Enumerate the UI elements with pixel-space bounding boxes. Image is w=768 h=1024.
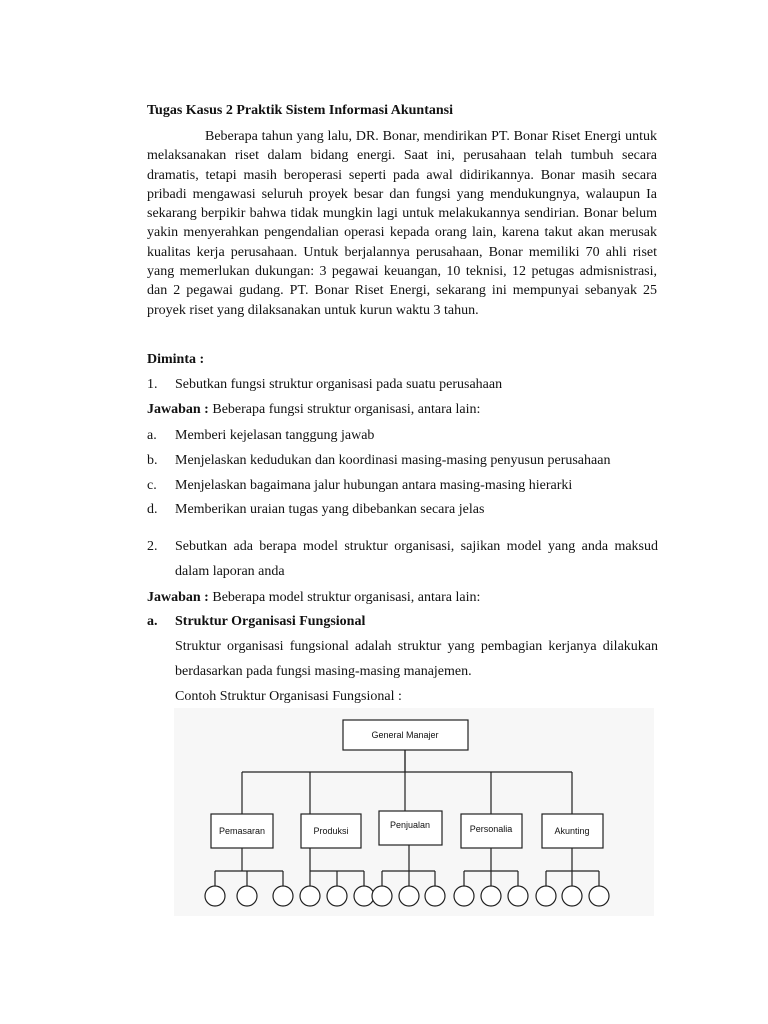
question-1-text: Sebutkan fungsi struktur organisasi pada suatu perusahaan — [175, 377, 503, 392]
org-dept-label-produksi: Produksi — [313, 826, 349, 836]
question-1-number: 1. — [147, 377, 158, 392]
org-subunit-circle — [508, 886, 528, 906]
section-a-title: Struktur Organisasi Fungsional — [175, 614, 366, 629]
org-subunit-circle — [273, 886, 293, 906]
org-chart-figure — [174, 708, 654, 916]
example-label: Contoh Struktur Organisasi Fungsional : — [175, 689, 402, 704]
answer-1-item-d-marker: d. — [147, 502, 158, 517]
org-subunit-circle — [589, 886, 609, 906]
org-dept-label-personalia: Personalia — [469, 824, 513, 834]
section-a-marker: a. — [147, 614, 158, 629]
answer-1-item-a: Memberi kejelasan tanggung jawab — [175, 428, 375, 443]
answer-1-item-b: Menjelaskan kedudukan dan koordinasi masing-masing penyusun perusahaan — [175, 453, 611, 468]
answer-1-item-c: Menjelaskan bagaimana jalur hubungan antara masing-masing hierarki — [175, 478, 573, 493]
answer-2-line — [147, 590, 480, 606]
answer-1-text: Beberapa fungsi struktur organisasi, antara lain: — [208, 402, 481, 417]
org-root-label: General Manajer — [371, 730, 439, 740]
org-subunit-circle — [536, 886, 556, 906]
answer-2-label: Jawaban : — [147, 590, 209, 605]
org-subunit-circle — [562, 886, 582, 906]
intro-paragraph: Beberapa tahun yang lalu, DR. Bonar, mendirikan PT. Bonar Riset Energi untuk melaksanakan riset dalam bidang energi. Saat ini, perusahaan telah tumbuh secara dramatis, tetapi masih beroperasi seperti pada awal didirikannya. Bonar masih secara pribadi mengawasi seluruh proyek besar dan fungsi yang mendukungnya, walaupun Ia sekarang berpikir bahwa tidak mungkin lagi untuk melakukannya sendirian. Bonar belum yakin menyerahkan pengendalian operasi kepada orang lain, karena takut akan merusak kualitas kerja perusahaan. Untuk berjalannya perusahaan, Bonar memiliki 70 ahli riset yang memerlukan dukungan: 3 pegawai keuangan, 10 teknisi, 12 petugas admisnistrasi, dan 2 pegawai gudang. PT. Bonar Riset Energi, sekarang ini mempunyai sebanyak 25 proyek riset yang dilaksanakan untuk kurun waktu 3 tahun. — [147, 129, 657, 318]
answer-1-line — [147, 402, 480, 418]
answer-1-item-c-marker: c. — [147, 478, 157, 493]
org-dept-label-pemasaran: Pemasaran — [218, 826, 266, 836]
org-subunit-circle — [372, 886, 392, 906]
question-2-number: 2. — [147, 539, 158, 554]
answer-2-text: Beberapa model struktur organisasi, antara lain: — [208, 590, 481, 605]
org-subunit-circle — [425, 886, 445, 906]
answer-1-item-b-marker: b. — [147, 453, 158, 468]
org-subunit-circle — [354, 886, 374, 906]
document-title: Tugas Kasus 2 Praktik Sistem Informasi Akuntansi — [147, 103, 454, 118]
org-subunit-circle — [237, 886, 257, 906]
diminta-label: Diminta : — [147, 352, 205, 367]
org-subunit-circle — [300, 886, 320, 906]
org-dept-label-penjualan: Penjualan — [389, 820, 431, 830]
org-subunit-circle — [205, 886, 225, 906]
org-subunit-circle — [454, 886, 474, 906]
org-subunit-circle — [327, 886, 347, 906]
answer-1-item-a-marker: a. — [147, 428, 157, 443]
section-a-description: Struktur organisasi fungsional adalah struktur yang pembagian kerjanya dilakukan berdasarkan pada fungsi masing-masing manajemen. — [175, 639, 658, 679]
answer-1-label: Jawaban : — [147, 402, 209, 417]
answer-1-item-d: Memberikan uraian tugas yang dibebankan secara jelas — [175, 502, 485, 517]
org-subunit-circle — [399, 886, 419, 906]
org-chart — [174, 708, 654, 916]
org-subunit-circle — [481, 886, 501, 906]
question-2-text: Sebutkan ada berapa model struktur organisasi, sajikan model yang anda maksud dalam laporan anda — [175, 539, 658, 579]
org-dept-label-akunting: Akunting — [554, 826, 590, 836]
